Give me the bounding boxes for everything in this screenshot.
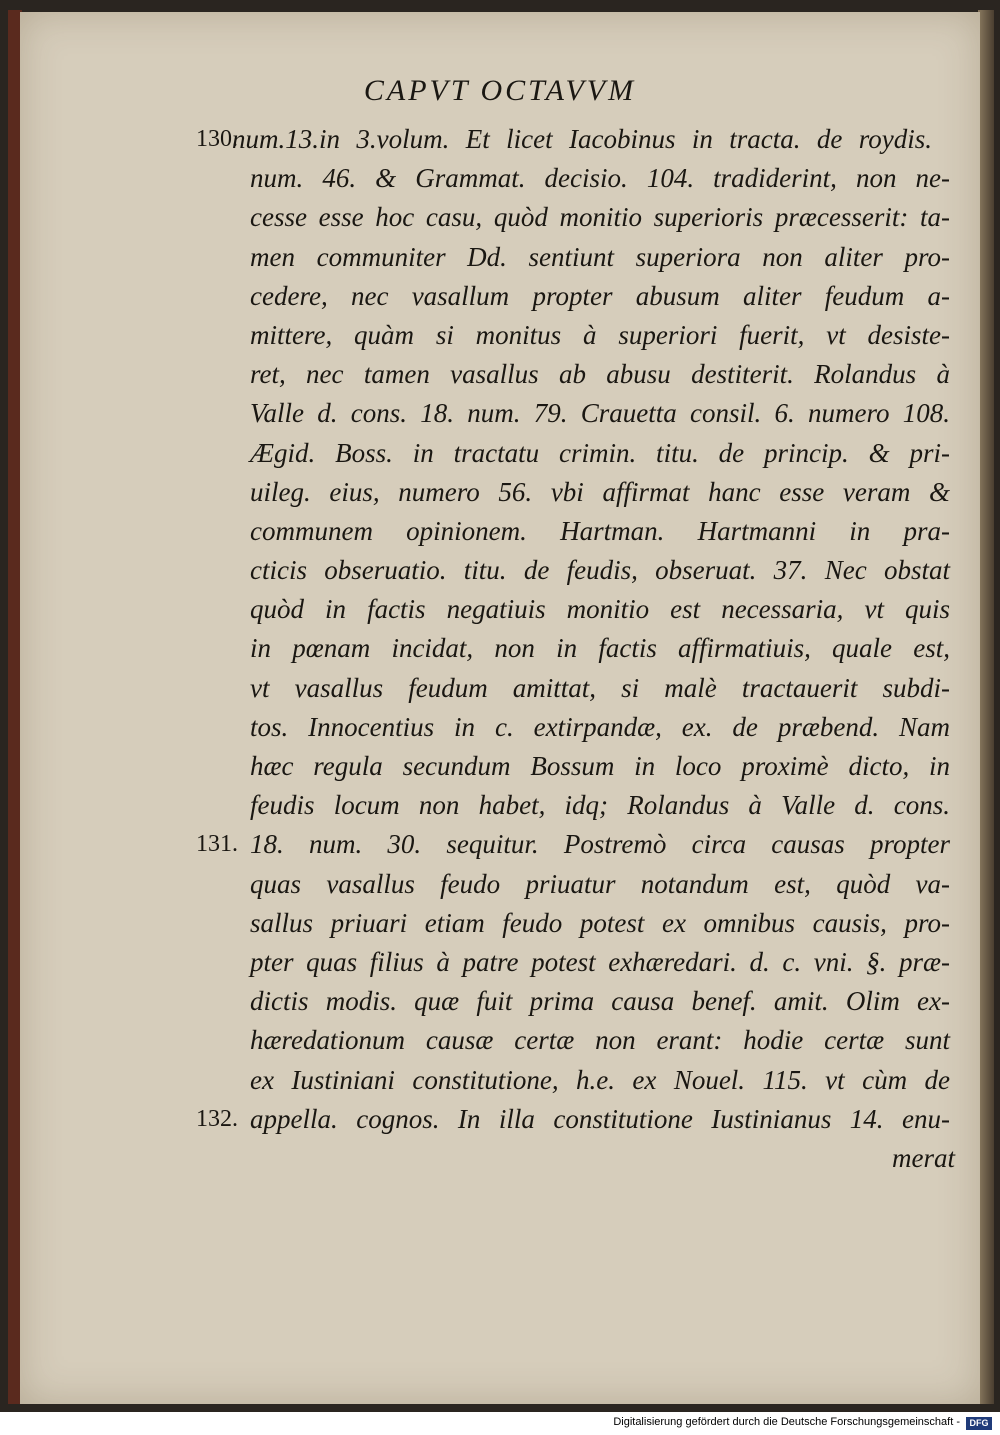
line-text: Ægid. Boss. in tractatu crimin. titu. de princip. & pri- xyxy=(250,437,950,468)
text-line xyxy=(20,669,980,708)
book-page xyxy=(20,12,980,1404)
line-text: dictis modis. quæ fuit prima causa benef. amit. Olim ex- xyxy=(250,986,950,1017)
line-text: communem opinionem. Hartman. Hartmanni in pra- xyxy=(250,515,950,546)
page-header: CAPVT OCTAVVM xyxy=(363,74,637,107)
line-text: feudis locum non habet, idq; Rolandus à Valle d. cons. xyxy=(250,790,950,821)
text-block xyxy=(20,120,980,1178)
text-line xyxy=(20,277,980,316)
line-text: men communiter Dd. sentiunt superiora non aliter pro- xyxy=(250,241,950,272)
line-text: pter quas filius à patre potest exhæredari. d. c. vni. §. præ- xyxy=(250,946,950,977)
line-text: quòd in factis negatiuis monitio est necessaria, vt quis xyxy=(250,594,950,625)
text-line xyxy=(20,1061,980,1100)
footer-bar xyxy=(0,1412,1000,1435)
line-text: merat xyxy=(892,1142,955,1173)
text-line xyxy=(20,629,980,668)
text-line xyxy=(20,825,980,864)
text-line xyxy=(20,747,980,786)
line-text: quas vasallus feudo priuatur notandum est, quòd va- xyxy=(250,868,950,899)
line-text: tos. Innocentius in c. extirpandæ, ex. de præbend. Nam xyxy=(250,711,950,742)
text-line xyxy=(20,159,980,198)
margin-number: 131. xyxy=(196,831,238,858)
text-line xyxy=(20,943,980,982)
dfg-logo: DFG xyxy=(966,1417,992,1430)
text-line xyxy=(20,551,980,590)
text-line xyxy=(20,316,980,355)
text-line xyxy=(20,394,980,433)
text-line xyxy=(20,590,980,629)
line-text: cticis obseruatio. titu. de feudis, obseruat. 37. Nec obstat xyxy=(250,555,950,586)
line-text: num. 46. & Grammat. decisio. 104. tradiderint, non ne- xyxy=(250,163,950,194)
text-line xyxy=(20,786,980,825)
line-text: ex Iustiniani constitutione, h.e. ex Nouel. 115. vt cùm de xyxy=(250,1064,950,1095)
text-line xyxy=(20,512,980,551)
text-line xyxy=(20,904,980,943)
text-line xyxy=(20,1139,980,1178)
line-text: uileg. eius, numero 56. vbi affirmat hanc esse veram & xyxy=(250,476,950,507)
text-line xyxy=(20,708,980,747)
text-line xyxy=(20,198,980,237)
line-text: hæc regula secundum Bossum in loco proximè dicto, in xyxy=(250,751,950,781)
margin-number: 130. xyxy=(196,126,238,152)
line-text: 18. num. 30. sequitur. Postremò circa causas propter xyxy=(250,829,950,860)
text-line xyxy=(20,865,980,904)
line-text: in pœnam incidat, non in factis affirmatiuis, quale est, xyxy=(250,633,950,664)
line-text: Valle d. cons. 18. num. 79. Crauetta consil. 6. numero 108. xyxy=(250,398,950,429)
text-line xyxy=(20,238,980,277)
text-line xyxy=(20,1100,980,1139)
funding-notice: Digitalisierung gefördert durch die Deutsche Forschungsgemeinschaft - xyxy=(613,1416,960,1428)
margin-number: 132. xyxy=(196,1105,238,1132)
book-edge-right xyxy=(978,10,994,1404)
text-line xyxy=(20,355,980,394)
text-line xyxy=(20,120,980,159)
line-text: cesse esse hoc casu, quòd monitio superioris præcesserit: ta- xyxy=(250,202,950,233)
line-text: mittere, quàm si monitus à superiori fuerit, vt desiste- xyxy=(250,319,950,350)
line-text: appella. cognos. In illa constitutione Iustinianus 14. enu- xyxy=(250,1103,950,1134)
line-text: ret, nec tamen vasallus ab abusu destiterit. Rolandus à xyxy=(250,359,950,390)
line-text: sallus priuari etiam feudo potest ex omnibus causis, pro- xyxy=(250,907,950,938)
line-text: num.13.in 3.volum. Et licet Iacobinus in tracta. de roydis. xyxy=(232,124,932,154)
line-text: vt vasallus feudum amittat, si malè tractauerit subdi- xyxy=(250,672,950,703)
text-line xyxy=(20,473,980,512)
text-line xyxy=(20,982,980,1021)
text-line xyxy=(20,434,980,473)
line-text: hæredationum causæ certæ non erant: hodie certæ sunt xyxy=(250,1025,950,1056)
line-text: cedere, nec vasallum propter abusum aliter feudum a- xyxy=(250,280,950,311)
text-line xyxy=(20,1021,980,1060)
